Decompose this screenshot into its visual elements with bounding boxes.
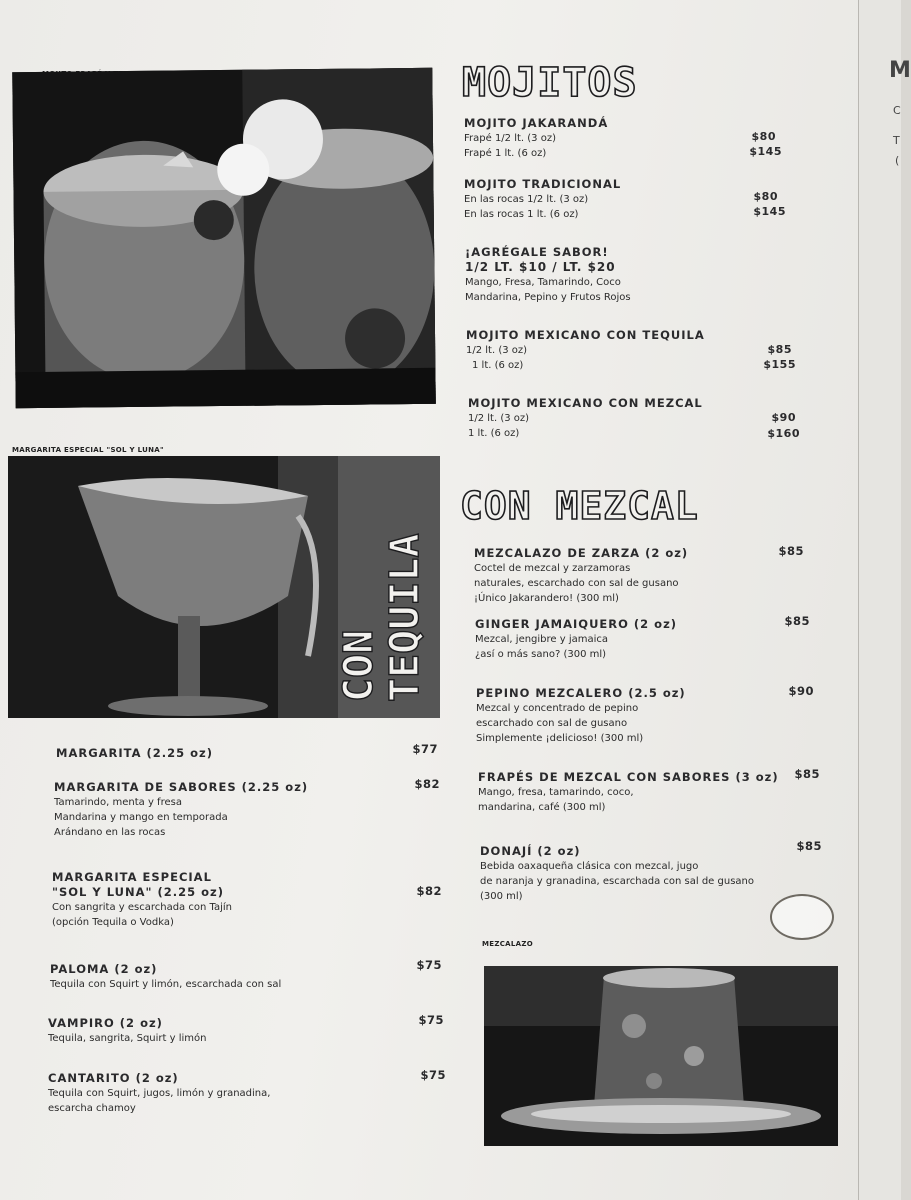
item-price: $160 bbox=[767, 427, 800, 440]
item-desc: Coctel de mezcal y zarzamoras bbox=[474, 563, 631, 574]
item-price: $85 bbox=[767, 343, 792, 356]
menu-item bbox=[50, 962, 281, 992]
item-price: $85 bbox=[778, 544, 804, 558]
edge-fragment: C bbox=[893, 104, 901, 117]
item-desc: escarchado con sal de gusano bbox=[476, 718, 628, 729]
item-desc: 1/2 lt. (3 oz) bbox=[466, 345, 528, 356]
item-desc: Con sangrita y escarchada con Tajín bbox=[52, 902, 232, 913]
item-price: $75 bbox=[420, 1068, 446, 1082]
item-price: $82 bbox=[414, 777, 440, 791]
item-price: $145 bbox=[753, 205, 786, 218]
item-desc: Tamarindo, menta y fresa bbox=[54, 797, 182, 808]
item-price: $75 bbox=[416, 958, 442, 972]
item-price: $90 bbox=[771, 411, 796, 424]
menu-item bbox=[468, 396, 703, 441]
item-name: CANTARITO (2 oz) bbox=[48, 1071, 179, 1085]
menu-item bbox=[476, 686, 686, 746]
item-name: MEZCALAZO DE ZARZA (2 oz) bbox=[474, 546, 689, 560]
stain-mark bbox=[770, 894, 834, 940]
item-desc: Tequila con Squirt, jugos, limón y granadina, bbox=[48, 1088, 271, 1099]
item-desc: Mezcal y concentrado de pepino bbox=[476, 703, 639, 714]
menu-item bbox=[54, 780, 308, 840]
item-name: VAMPIRO (2 oz) bbox=[48, 1016, 163, 1030]
menu-item bbox=[475, 617, 677, 662]
item-desc: 1/2 lt. (3 oz) bbox=[468, 413, 530, 424]
item-desc: ¿así o más sano? (300 ml) bbox=[475, 649, 607, 660]
item-desc: mandarina, café (300 ml) bbox=[478, 802, 606, 813]
item-price: $85 bbox=[794, 767, 820, 781]
item-desc: 1 lt. (6 oz) bbox=[468, 428, 520, 439]
menu-item bbox=[465, 245, 631, 305]
item-subtitle: 1/2 LT. $10 / LT. $20 bbox=[465, 260, 616, 274]
mezcal-heading: CON MEZCAL bbox=[460, 484, 699, 528]
item-desc: 1 lt. (6 oz) bbox=[472, 360, 524, 371]
item-price: $75 bbox=[418, 1013, 444, 1027]
item-name: DONAJÍ (2 oz) bbox=[480, 844, 581, 858]
menu-item bbox=[52, 870, 232, 930]
item-desc: Simplemente ¡delicioso! (300 ml) bbox=[476, 733, 644, 744]
item-name-line2: "SOL Y LUNA" (2.25 oz) bbox=[52, 885, 224, 899]
edge-fragment: T bbox=[893, 134, 900, 147]
item-name: MARGARITA ESPECIAL bbox=[52, 870, 212, 884]
item-price: $80 bbox=[751, 130, 776, 143]
item-name: MOJITO TRADICIONAL bbox=[464, 177, 622, 191]
item-name: MOJITO JAKARANDÁ bbox=[464, 116, 609, 130]
menu-item bbox=[464, 177, 621, 222]
adjacent-page-edge bbox=[858, 0, 911, 1200]
item-desc: Frapé 1 lt. (6 oz) bbox=[464, 148, 547, 159]
item-desc: naturales, escarchado con sal de gusano bbox=[474, 578, 679, 589]
photo-caption-mezcalazo: MEZCALAZO bbox=[482, 940, 533, 948]
item-desc: Tequila, sangrita, Squirt y limón bbox=[48, 1033, 207, 1044]
menu-item bbox=[464, 116, 608, 161]
menu-item bbox=[480, 844, 754, 904]
item-price: $90 bbox=[788, 684, 814, 698]
item-desc: Mango, Fresa, Tamarindo, Coco bbox=[465, 277, 621, 288]
item-name: ¡AGRÉGALE SABOR! bbox=[465, 245, 609, 259]
item-name: MOJITO MEXICANO CON MEZCAL bbox=[468, 396, 703, 410]
photo-caption-margarita: MARGARITA ESPECIAL "SOL Y LUNA" bbox=[12, 446, 164, 454]
item-price: $85 bbox=[796, 839, 822, 853]
item-desc: Mandarina, Pepino y Frutos Rojos bbox=[465, 292, 631, 303]
item-price: $82 bbox=[416, 884, 442, 898]
mezcalazo-photo bbox=[484, 966, 838, 1146]
item-desc: Bebida oaxaqueña clásica con mezcal, jugo bbox=[480, 861, 699, 872]
item-name: GINGER JAMAIQUERO (2 oz) bbox=[475, 617, 678, 631]
item-name: FRAPÉS DE MEZCAL CON SABORES (3 oz) bbox=[478, 770, 779, 784]
item-desc: Tequila con Squirt y limón, escarchada con sal bbox=[50, 979, 282, 990]
item-price: $85 bbox=[784, 614, 810, 628]
item-desc: (opción Tequila o Vodka) bbox=[52, 917, 174, 928]
item-desc: En las rocas 1 lt. (6 oz) bbox=[464, 209, 579, 220]
vertical-heading-con: CON bbox=[336, 629, 382, 702]
item-price: $77 bbox=[412, 742, 438, 756]
menu-item bbox=[478, 770, 779, 815]
menu-item bbox=[56, 746, 213, 761]
item-desc: ¡Único Jakarandero! (300 ml) bbox=[474, 593, 619, 604]
item-price: $145 bbox=[749, 145, 782, 158]
menu-item bbox=[48, 1016, 206, 1046]
mojitos-heading: MOJITOS bbox=[462, 60, 638, 106]
item-name: MARGARITA (2.25 oz) bbox=[56, 746, 214, 760]
item-desc: En las rocas 1/2 lt. (3 oz) bbox=[464, 194, 589, 205]
item-desc: escarcha chamoy bbox=[48, 1103, 136, 1114]
item-price: $80 bbox=[753, 190, 778, 203]
item-desc: Frapé 1/2 lt. (3 oz) bbox=[464, 133, 556, 144]
item-desc: Mezcal, jengibre y jamaica bbox=[475, 634, 609, 645]
item-name: MOJITO MEXICANO CON TEQUILA bbox=[466, 328, 705, 342]
item-desc: Mandarina y mango en temporada bbox=[54, 812, 228, 823]
menu-item bbox=[466, 328, 705, 373]
mojito-photo bbox=[12, 68, 435, 408]
item-price: $155 bbox=[763, 358, 796, 371]
menu-item bbox=[48, 1071, 270, 1116]
item-desc: Arándano en las rocas bbox=[54, 827, 166, 838]
item-desc: de naranja y granadina, escarchada con sal de gusano bbox=[480, 876, 754, 887]
item-desc: (300 ml) bbox=[480, 891, 523, 902]
item-name: PEPINO MEZCALERO (2.5 oz) bbox=[476, 686, 686, 700]
edge-fragment: ( bbox=[895, 154, 900, 167]
item-desc: Mango, fresa, tamarindo, coco, bbox=[478, 787, 634, 798]
menu-item bbox=[474, 546, 688, 606]
item-name: PALOMA (2 oz) bbox=[50, 962, 158, 976]
vertical-heading-tequila: TEQUILA bbox=[382, 533, 428, 702]
edge-fragment: M bbox=[889, 58, 911, 83]
item-name: MARGARITA DE SABORES (2.25 oz) bbox=[54, 780, 309, 794]
